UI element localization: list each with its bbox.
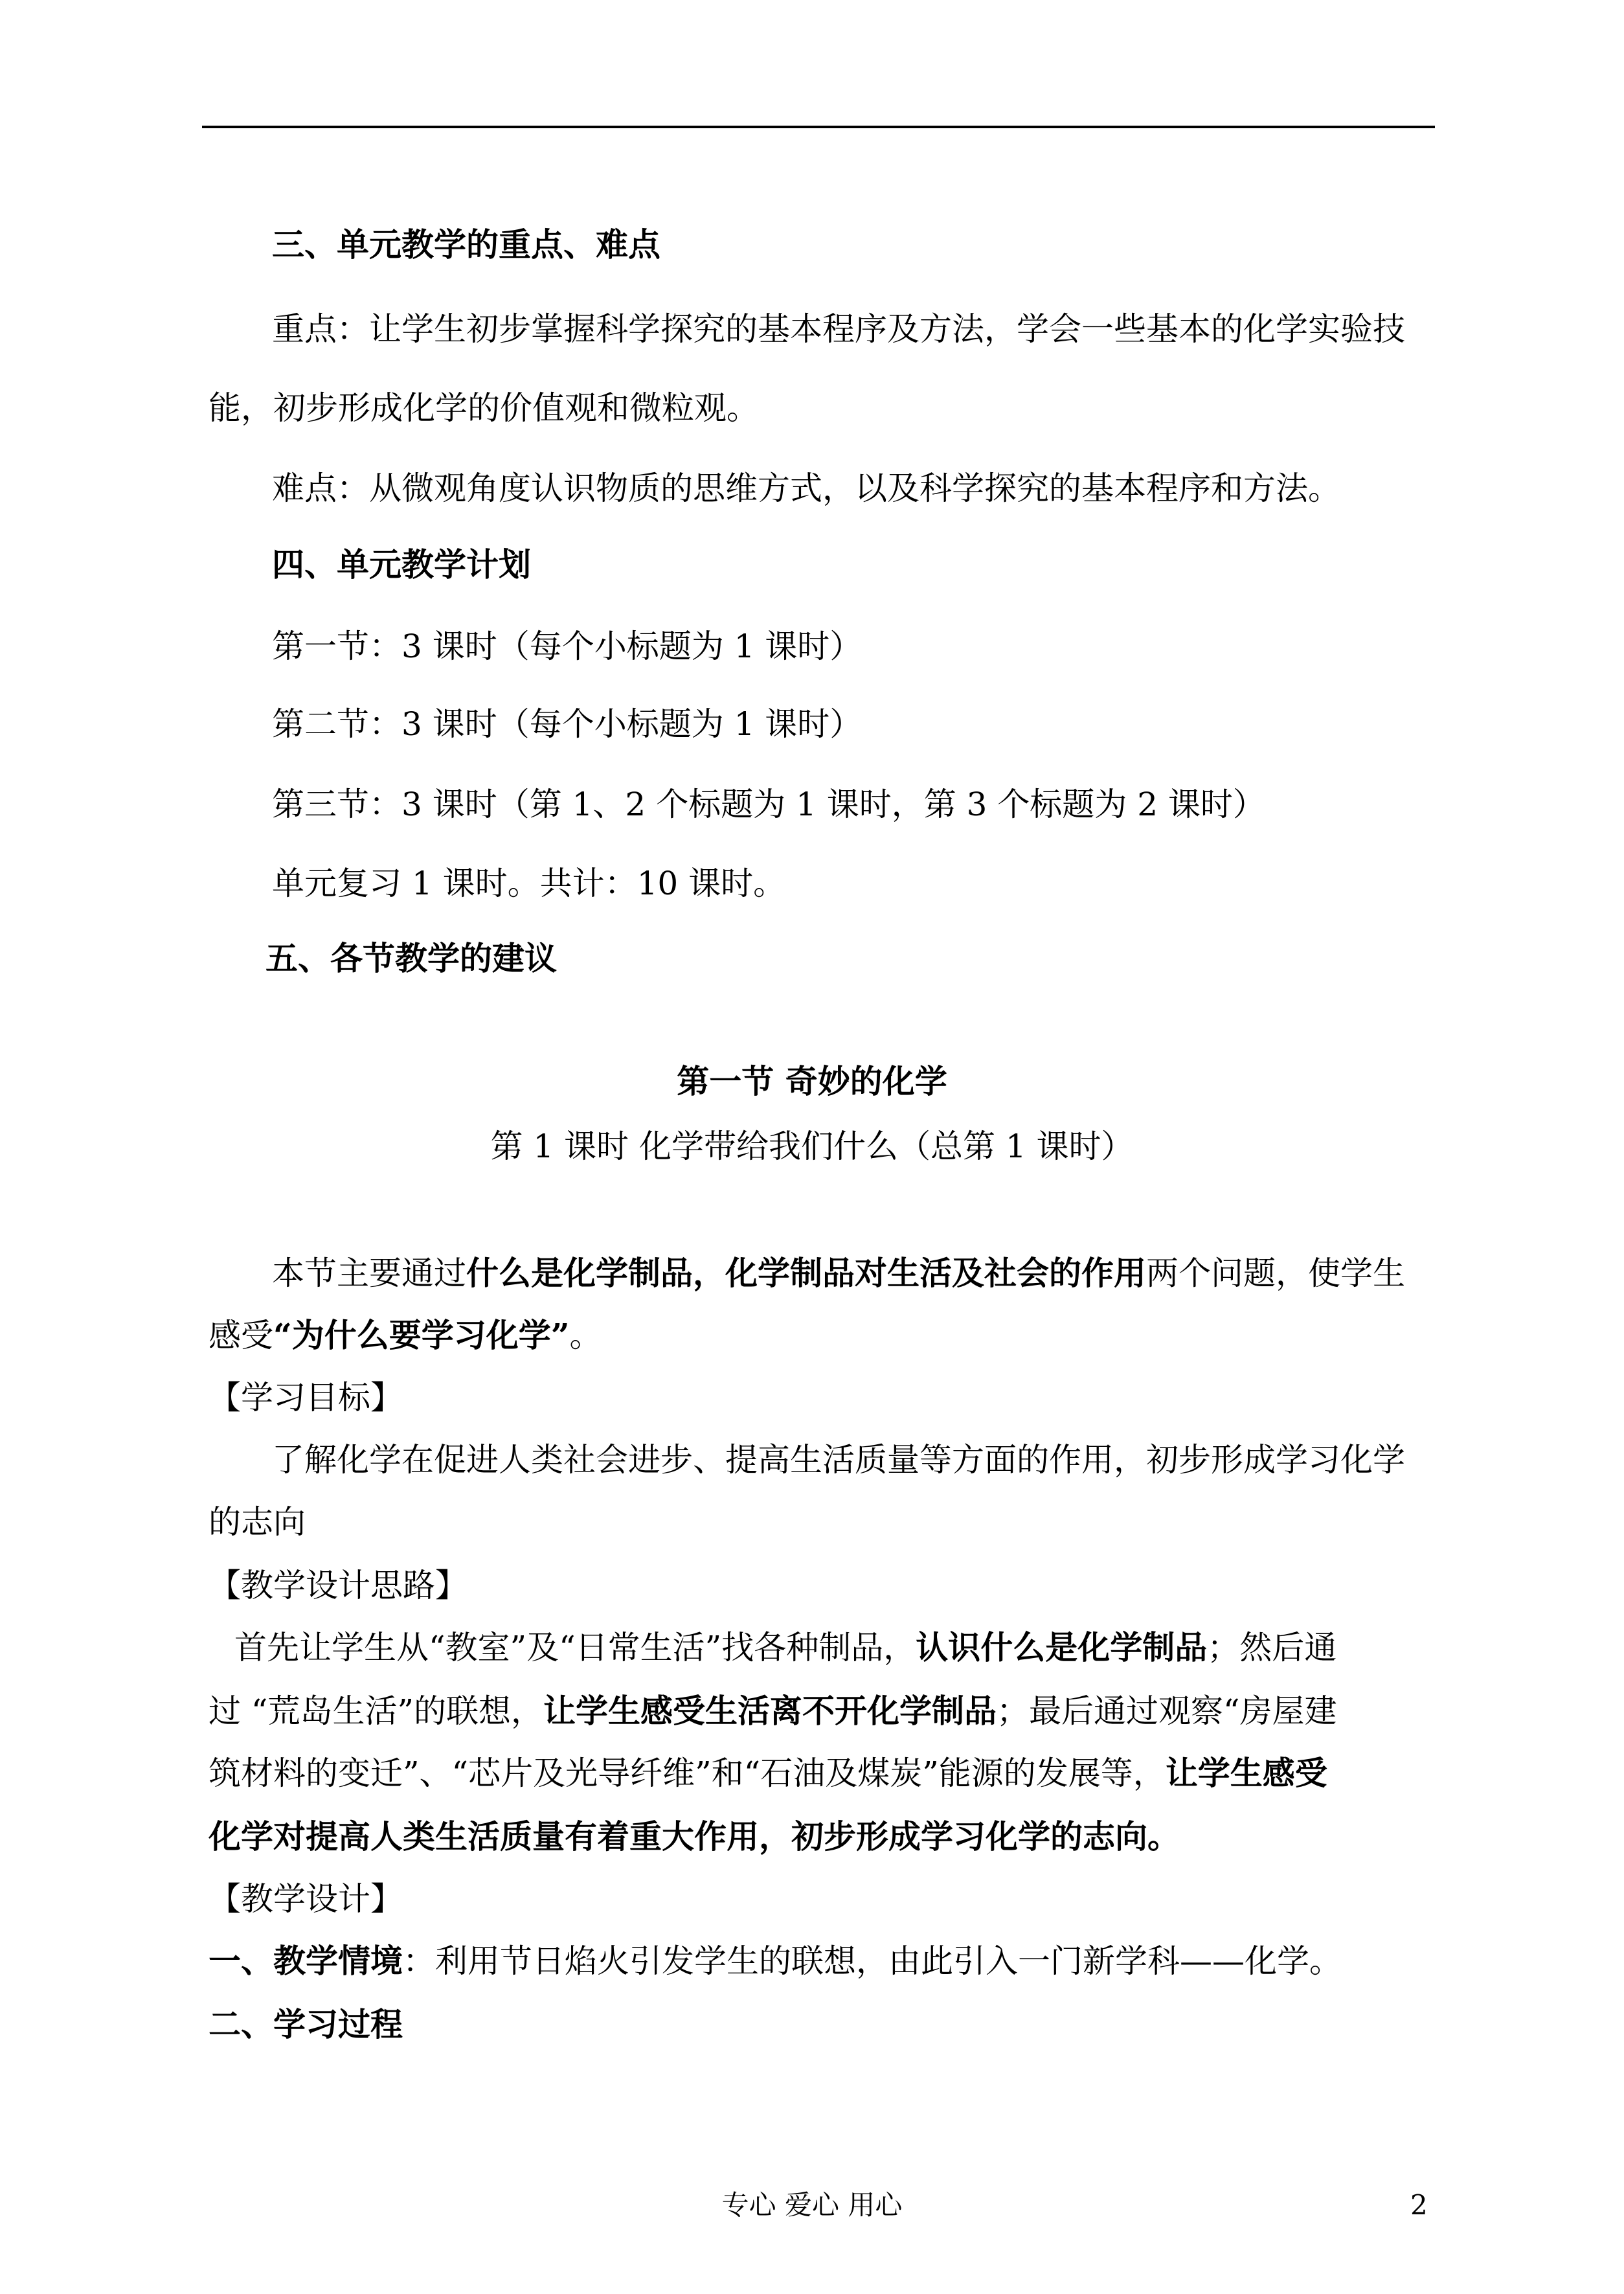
goal-heading: 【学习目标】 [209, 1379, 403, 1416]
intro-text: 感受 [209, 1317, 273, 1354]
section-five-heading: 五、各节教学的建议 [265, 939, 557, 977]
idea-line-4: 化学对提高人类生活质量有着重大作用，初步形成学习化学的志向。 [209, 1817, 1180, 1856]
plan-line-1: 第一节：3 课时（每个小标题为 1 课时） [272, 628, 863, 665]
section-four-heading: 四、单元教学计划 [272, 545, 531, 584]
idea-line-1 [234, 1628, 1336, 1667]
page-number: 2 [1410, 2189, 1428, 2221]
intro-text: 本节主要通过 [272, 1255, 466, 1292]
situation-label: 一、教学情境 [209, 1942, 403, 1980]
header-rule [202, 126, 1435, 128]
situation-line [209, 1942, 1342, 1981]
intro-text: 两个问题，使学生 [1146, 1255, 1405, 1292]
section-title: 第一节 奇妙的化学 [677, 1062, 947, 1100]
idea-text: 筑材料的变迁”、“芯片及光导纤维”和“石油及煤炭”能源的发展等， [209, 1755, 1166, 1792]
intro-line-1 [272, 1254, 1405, 1293]
intro-text: 。 [569, 1317, 602, 1354]
idea-emphasis: 让学生感受生活离不开化学制品 [543, 1692, 997, 1730]
idea-text: ；最后通过观察“房屋建 [997, 1692, 1337, 1730]
situation-text: ：利用节日焰火引发学生的联想，由此引入一门新学科——化学。 [403, 1942, 1342, 1980]
plan-line-4: 单元复习 1 课时。共计：10 课时。 [272, 865, 786, 902]
idea-line-2 [209, 1692, 1337, 1731]
section-three-heading: 三、单元教学的重点、难点 [272, 225, 660, 264]
intro-emphasis: 什么是化学制品，化学制品对生活及社会的作用 [466, 1254, 1146, 1292]
intro-emphasis: “为什么要学习化学” [273, 1316, 570, 1354]
process-heading: 二、学习过程 [209, 2005, 403, 2043]
idea-emphasis: 让学生感受 [1165, 1754, 1327, 1792]
key-point-line-2: 能，初步形成化学的价值观和微粒观。 [209, 389, 759, 427]
idea-text: 过 “荒岛生活”的联想， [209, 1692, 544, 1730]
difficulty-line: 难点：从微观角度认识物质的思维方式，以及科学探究的基本程序和方法。 [272, 470, 1340, 507]
goal-line-1: 了解化学在促进人类社会进步、提高生活质量等方面的作用，初步形成学习化学 [272, 1441, 1405, 1479]
lesson-title: 第 1 课时 化学带给我们什么（总第 1 课时） [490, 1128, 1134, 1165]
idea-heading: 【教学设计思路】 [209, 1567, 468, 1604]
idea-text: 首先让学生从“教室”及“日常生活”找各种制品， [234, 1629, 916, 1666]
design-heading: 【教学设计】 [209, 1880, 403, 1918]
idea-text: ；然后通 [1207, 1629, 1337, 1666]
key-point-line-1: 重点：让学生初步掌握科学探究的基本程序及方法，学会一些基本的化学实验技 [272, 310, 1405, 348]
plan-line-3: 第三节：3 课时（第 1、2 个标题为 1 课时，第 3 个标题为 2 课时） [272, 786, 1265, 823]
goal-line-2: 的志向 [209, 1503, 306, 1541]
intro-line-2 [209, 1316, 602, 1355]
idea-emphasis: 认识什么是化学制品 [916, 1628, 1208, 1666]
idea-line-3 [209, 1754, 1327, 1793]
footer-motto: 专心 爱心 用心 [721, 2189, 903, 2221]
plan-line-2: 第二节：3 课时（每个小标题为 1 课时） [272, 705, 863, 743]
